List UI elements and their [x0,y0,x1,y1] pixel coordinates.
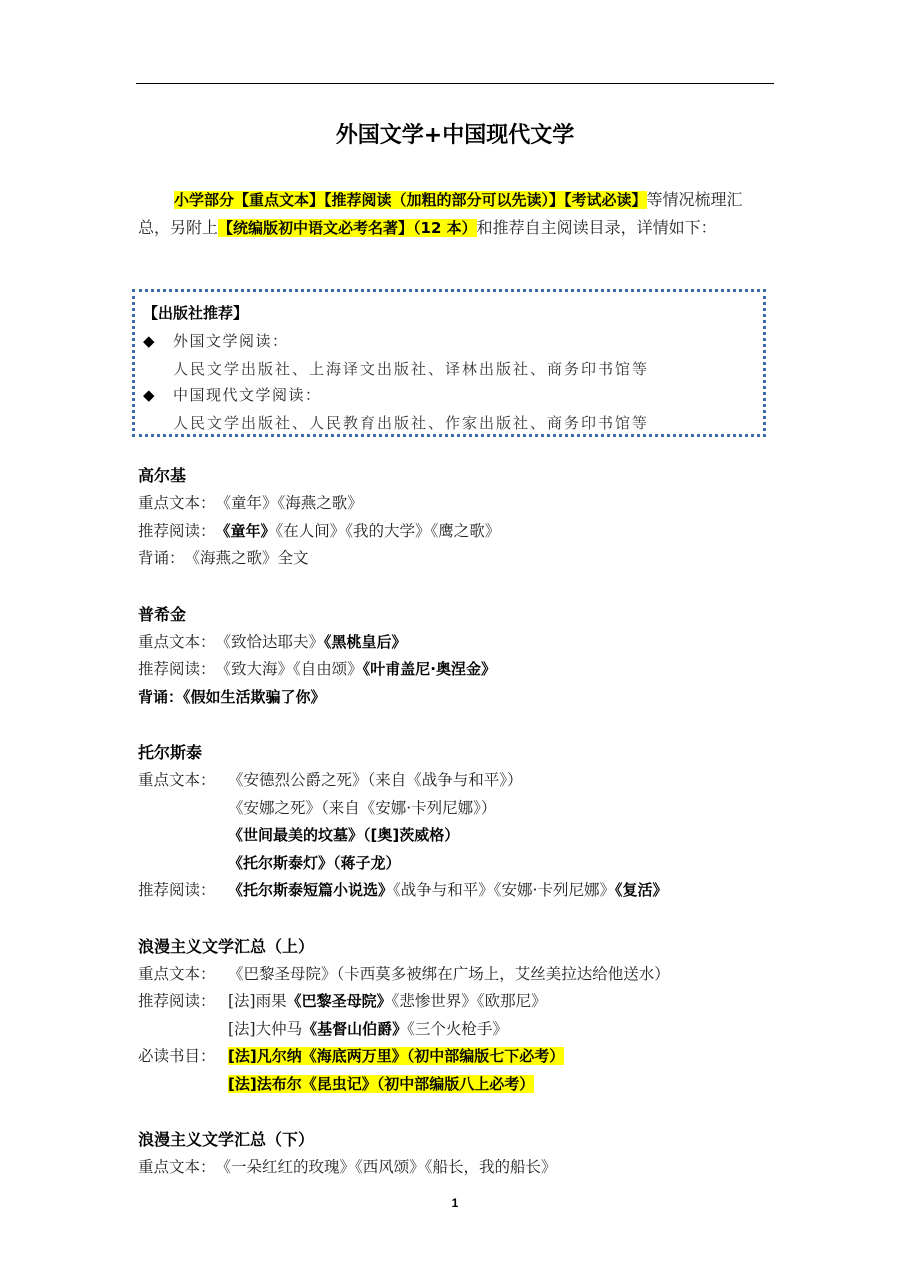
publisher-recommendation-box [132,289,766,437]
key-texts-line: 《世间最美的坟墓》（[奥]茨威格） [228,826,460,844]
recite-line: 背诵：《海燕之歌》全文 [138,549,309,567]
page-number: 1 [451,1196,459,1210]
section-title: 高尔基 [138,466,187,485]
section-pushkin [138,601,778,712]
section-romanticism-part1 [138,933,778,1099]
recite-line: 背诵：《假如生活欺骗了你》 [138,687,326,706]
publisher-item-detail: 人民文学出版社、上海译文出版社、译林出版社、商务印书馆等 [173,360,650,378]
diamond-bullet-icon: ◆ [143,386,157,404]
key-texts-line: 重点文本： 《安德烈公爵之死》（来自《战争与和平》） [138,771,523,789]
key-texts-line: 《托尔斯泰灯》（蒋子龙） [228,853,401,872]
publisher-box-title: 【出版社推荐】 [143,304,249,322]
section-tolstoy [138,739,778,905]
section-gorky [138,462,778,573]
recommended-line: 推荐阅读：《童年》《在人间》《我的大学》《鹰之歌》 [138,521,501,540]
recommended-line: 推荐阅读： [法]雨果《巴黎圣母院》《悲惨世界》《欧那尼》 [138,992,547,1010]
key-texts-line: 重点文本： 《巴黎圣母院》（卡西莫多被绑在广场上，艾丝美拉达给他送水） [138,964,670,983]
intro-text-2: 和推荐自主阅读目录，详情如下： [476,218,717,237]
key-texts-line: 重点文本：《一朵红红的玫瑰》《西风颂》《船长，我的船长》 [138,1158,557,1176]
publisher-item-foreign [143,330,289,351]
required-reading-line: 必读书目： [法]凡尔纳《海底两万里》（初中部编版七下必考） [138,1047,565,1065]
recommended-line: [法]大仲马《基督山伯爵》《三个火枪手》 [228,1019,508,1038]
section-title: 托尔斯泰 [138,743,203,762]
key-texts-line: 《安娜之死》（来自《安娜·卡列尼娜》） [228,798,497,817]
intro-highlight-1: 小学部分【重点文本】【推荐阅读（加粗的部分可以先读）】【考试必读】 [174,191,647,209]
publisher-item-modern [143,384,322,405]
recommended-line: 推荐阅读： 《托尔斯泰短篇小说选》《战争与和平》《安娜·卡列尼娜》《复活》 [138,881,668,899]
section-romanticism-part2 [138,1126,778,1182]
section-title: 浪漫主义文学汇总（上） [138,936,315,956]
diamond-bullet-icon: ◆ [143,332,157,350]
publisher-item-detail: 人民文学出版社、人民教育出版社、作家出版社、商务印书馆等 [173,414,650,432]
required-reading-line: [法]法布尔《昆虫记》（初中部编版八上必考） [228,1074,535,1093]
publisher-item-label: 外国文学阅读： [173,332,289,350]
key-texts-line: 重点文本：《童年》《海燕之歌》 [138,494,363,512]
page-title: 外国文学+中国现代文学 [335,123,575,148]
key-texts-line: 重点文本：《致恰达耶夫》《黑桃皇后》 [138,632,407,651]
intro-paragraph [138,186,774,242]
header-rule [136,83,774,84]
author-sections [138,462,778,1210]
intro-text-1: 等情况梳理汇总，另附上 [138,190,743,237]
section-title: 浪漫主义文学汇总（下） [138,1130,315,1149]
publisher-item-label: 中国现代文学阅读： [173,386,322,404]
intro-highlight-2: 【统编版初中语文必考名著】（12 本） [218,219,477,237]
section-title: 普希金 [138,604,187,624]
recommended-line: 推荐阅读：《致大海》《自由颂》《叶甫盖尼·奥涅金》 [138,660,496,678]
